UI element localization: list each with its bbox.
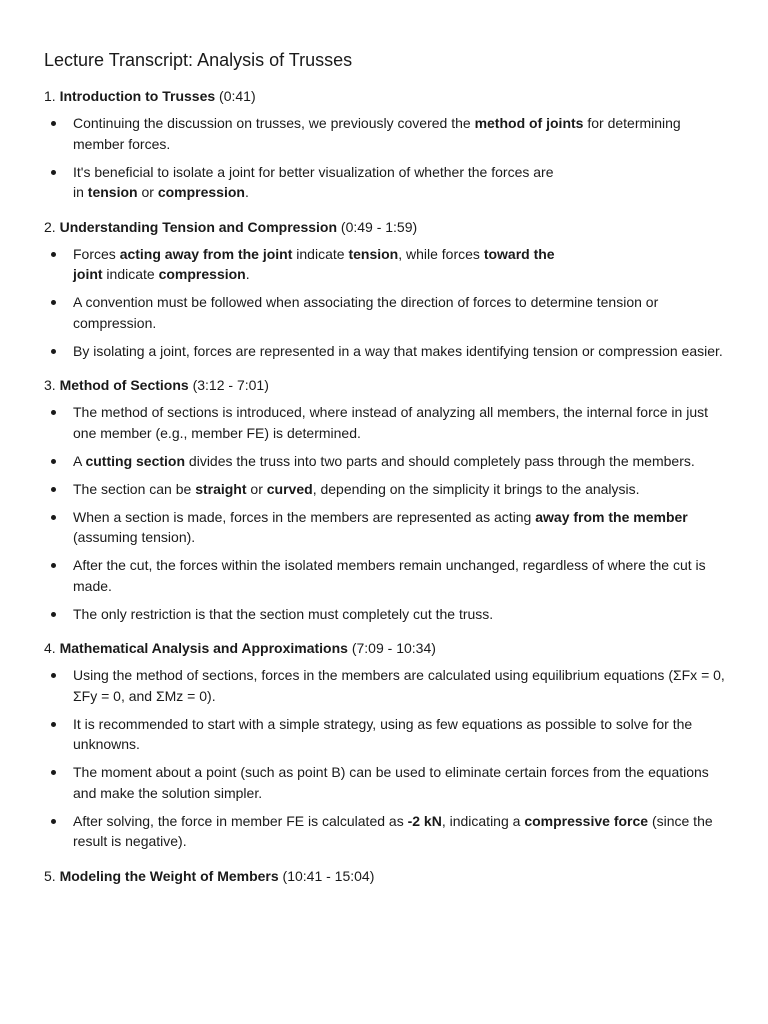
bullet-text: Continuing the discussion on trusses, we previously covered the xyxy=(73,115,475,131)
section-name: Mathematical Analysis and Approximations xyxy=(59,640,348,656)
section-4 xyxy=(44,638,728,852)
section-number: 4. xyxy=(44,640,56,656)
section-timestamp: (3:12 - 7:01) xyxy=(192,377,269,393)
bullet-text: for determining member forces. xyxy=(73,115,681,152)
bullet-text: A convention must be followed when associating the direction of forces to determine tension or compression. xyxy=(73,294,659,331)
bold-term: curved xyxy=(266,480,313,497)
bullet-text: . xyxy=(244,184,249,200)
section-timestamp: (7:09 - 10:34) xyxy=(351,640,436,656)
bullet-item xyxy=(44,665,728,706)
section-heading xyxy=(44,217,728,237)
document-title: Lecture Transcript: Analysis of Trusses xyxy=(44,50,353,70)
bullet-text: After solving, the force in member FE is calculated as xyxy=(73,812,408,829)
section-timestamp: (10:41 - 15:04) xyxy=(282,867,375,884)
bullet-item xyxy=(44,604,728,625)
bullet-text: It's beneficial to isolate a joint for better visualization of whether the forces are xyxy=(73,163,554,180)
bullet-text: or xyxy=(246,480,267,497)
bullet-item xyxy=(44,402,728,443)
bullet-text: When a section is made, forces in the members are represented as acting xyxy=(73,508,536,525)
bold-term: toward the xyxy=(483,245,555,262)
bold-term: tension xyxy=(87,184,138,200)
bold-term: method of joints xyxy=(474,115,584,131)
sections-container xyxy=(44,86,728,886)
bullet-item xyxy=(44,341,728,362)
bold-term: joint xyxy=(73,266,103,282)
bullet-item xyxy=(44,714,728,755)
section-1 xyxy=(44,86,728,203)
bullet-list xyxy=(44,665,728,852)
bullet-item xyxy=(44,244,728,285)
section-3 xyxy=(44,375,728,624)
bold-term: straight xyxy=(195,480,247,497)
section-5 xyxy=(44,866,728,886)
bullet-text: , indicating a xyxy=(441,812,525,829)
section-number: 2. xyxy=(44,218,56,235)
bullet-text: divides the truss into two parts and should completely pass through the members. xyxy=(185,452,695,469)
bullet-text: . xyxy=(245,266,250,282)
bullet-text: By isolating a joint, forces are represented in a way that makes identifying tension or compression easier. xyxy=(73,342,723,359)
bullet-text: After the cut, the forces within the isolated members remain unchanged, regardless of where the cut is made. xyxy=(73,557,706,594)
bullet-text: indicate xyxy=(292,245,349,262)
section-number: 1. xyxy=(44,88,56,104)
bold-term: compressive force xyxy=(524,812,649,829)
bullet-text: , depending on the simplicity it brings to the analysis. xyxy=(312,480,640,497)
bullet-list xyxy=(44,402,728,624)
bold-term: acting away from the joint xyxy=(119,245,293,262)
bullet-item xyxy=(44,292,728,333)
section-name: Introduction to Trusses xyxy=(59,88,216,104)
bullet-item xyxy=(44,451,728,472)
bullet-text: The moment about a point (such as point B) can be used to eliminate certain forces from the equations and make the solution simpler. xyxy=(73,764,709,801)
section-number: 5. xyxy=(44,867,56,884)
section-heading xyxy=(44,375,728,395)
bullet-text: indicate xyxy=(102,266,159,282)
bold-term: cutting section xyxy=(85,452,186,469)
bullet-text: The method of sections is introduced, where instead of analyzing all members, the internal force in just one member (e.g., member FE) is determined. xyxy=(73,404,708,441)
bullet-item xyxy=(44,113,728,154)
bullet-item xyxy=(44,762,728,803)
bullet-list xyxy=(44,113,728,203)
bold-term: tension xyxy=(348,245,399,262)
bullet-item xyxy=(44,811,728,852)
bullet-text: , while forces xyxy=(398,245,484,262)
bold-term: compression xyxy=(157,184,245,200)
section-2 xyxy=(44,217,728,362)
bullet-text: in xyxy=(73,184,88,200)
section-name: Understanding Tension and Compression xyxy=(59,218,338,235)
section-heading xyxy=(44,638,728,658)
bullet-text: The only restriction is that the section must completely cut the truss. xyxy=(73,605,494,622)
bullet-item xyxy=(44,479,728,500)
bullet-list xyxy=(44,244,728,362)
bullet-text: (since the result is negative). xyxy=(73,812,713,849)
bullet-item xyxy=(44,555,728,596)
section-name: Modeling the Weight of Members xyxy=(59,867,279,884)
bullet-text: (assuming tension). xyxy=(73,529,196,545)
section-timestamp: (0:49 - 1:59) xyxy=(340,218,418,235)
bullet-text: A xyxy=(73,452,86,469)
bullet-text: or xyxy=(137,184,158,200)
section-heading xyxy=(44,86,728,106)
bullet-text: Forces xyxy=(73,245,120,262)
section-timestamp: (0:41) xyxy=(219,88,256,104)
bullet-text: Using the method of sections, forces in the members are calculated using equilibrium equations (ΣFx = 0, ΣFy = 0, and ΣMz = 0). xyxy=(73,667,725,704)
section-name: Method of Sections xyxy=(59,377,189,393)
section-number: 3. xyxy=(44,377,56,393)
bullet-item xyxy=(44,162,728,203)
bold-term: compression xyxy=(158,266,246,282)
bold-term: away from the member xyxy=(535,508,688,525)
section-heading xyxy=(44,866,728,886)
bullet-item xyxy=(44,507,728,548)
bullet-text: The section can be xyxy=(73,480,196,497)
bold-term: -2 kN xyxy=(407,812,442,829)
bullet-text: It is recommended to start with a simple strategy, using as few equations as possible to solve for the unknowns. xyxy=(73,715,693,752)
